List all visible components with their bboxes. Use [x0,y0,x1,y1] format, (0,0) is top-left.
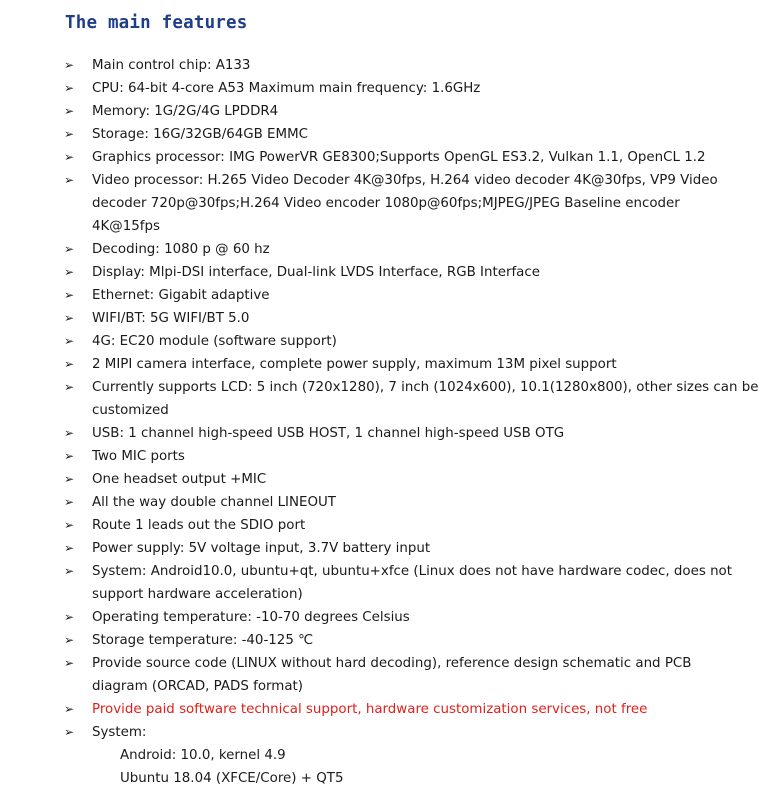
feature-item [0,721,779,744]
feature-text-line: Graphics processor: IMG PowerVR GE8300;Supports OpenGL ES3.2, Vulkan 1.1, OpenCL 1.2 [92,150,706,165]
feature-text-line: Video processor: H.265 Video Decoder 4K@30fps, H.264 video decoder 4K@30fps, VP9 Video [92,173,718,188]
feature-list [0,54,779,790]
feature-item [0,100,779,123]
feature-item [0,560,779,606]
arrow-bullet-icon: ➢ [64,380,75,394]
feature-text-line: USB: 1 channel high-speed USB HOST, 1 channel high-speed USB OTG [92,426,565,441]
feature-text-line: Currently supports LCD: 5 inch (720x1280), 7 inch (1024x600), 10.1(1280x800), other sizes can be [92,380,759,395]
feature-item [0,445,779,468]
feature-item [0,307,779,330]
feature-item [0,261,779,284]
section-heading: The main features [65,13,248,33]
feature-text-line: Provide paid software technical support, hardware customization services, not free [92,702,648,717]
feature-item [0,123,779,146]
feature-item [0,514,779,537]
feature-text-line: System: [92,725,147,740]
feature-text-line: Memory: 1G/2G/4G LPDDR4 [92,104,279,119]
feature-item [0,606,779,629]
feature-text-line: Ethernet: Gigabit adaptive [92,288,270,303]
arrow-bullet-icon: ➢ [64,357,75,371]
arrow-bullet-icon: ➢ [64,104,75,118]
system-detail-item: Ubuntu 18.04 (XFCE/Core) + QT5 [120,771,344,786]
feature-text-line: 2 MIPI camera interface, complete power supply, maximum 13M pixel support [92,357,617,372]
feature-item [0,376,779,422]
feature-text-line: Power supply: 5V voltage input, 3.7V battery input [92,541,431,556]
feature-item [0,491,779,514]
arrow-bullet-icon: ➢ [64,633,75,647]
feature-text-line: One headset output +MIC [92,472,267,487]
feature-text-line: CPU: 64-bit 4-core A53 Maximum main frequency: 1.6GHz [92,81,481,96]
feature-item [0,146,779,169]
feature-item [0,629,779,652]
feature-text-line: Storage temperature: -40-125 ℃ [92,633,314,648]
arrow-bullet-icon: ➢ [64,656,75,670]
arrow-bullet-icon: ➢ [64,265,75,279]
arrow-bullet-icon: ➢ [64,495,75,509]
arrow-bullet-icon: ➢ [64,518,75,532]
feature-text-line: support hardware acceleration) [92,587,303,602]
system-detail-item: Android: 10.0, kernel 4.9 [120,748,286,763]
feature-item [0,422,779,445]
feature-text-line: Route 1 leads out the SDIO port [92,518,306,533]
arrow-bullet-icon: ➢ [64,58,75,72]
feature-text-line: diagram (ORCAD, PADS format) [92,679,304,694]
feature-item [0,284,779,307]
feature-text-line: All the way double channel LINEOUT [92,495,336,510]
feature-item [0,238,779,261]
feature-text-line: Decoding: 1080 p @ 60 hz [92,242,270,257]
feature-text-line: customized [92,403,169,418]
feature-text-line: Provide source code (LINUX without hard decoding), reference design schematic and PCB [92,656,692,671]
arrow-bullet-icon: ➢ [64,311,75,325]
feature-text-line: Storage: 16G/32GB/64GB EMMC [92,127,308,142]
feature-item [0,468,779,491]
arrow-bullet-icon: ➢ [64,242,75,256]
arrow-bullet-icon: ➢ [64,150,75,164]
arrow-bullet-icon: ➢ [64,702,75,716]
feature-text-line: 4K@15fps [92,219,160,234]
arrow-bullet-icon: ➢ [64,288,75,302]
feature-text-line: Operating temperature: -10-70 degrees Celsius [92,610,410,625]
arrow-bullet-icon: ➢ [64,127,75,141]
arrow-bullet-icon: ➢ [64,725,75,739]
feature-item [0,169,779,238]
feature-item [0,54,779,77]
feature-item [0,698,779,721]
feature-text-line: WIFI/BT: 5G WIFI/BT 5.0 [92,311,250,326]
arrow-bullet-icon: ➢ [64,173,75,187]
arrow-bullet-icon: ➢ [64,541,75,555]
feature-text-line: Main control chip: A133 [92,58,251,73]
feature-item [0,330,779,353]
arrow-bullet-icon: ➢ [64,564,75,578]
arrow-bullet-icon: ➢ [64,472,75,486]
arrow-bullet-icon: ➢ [64,334,75,348]
arrow-bullet-icon: ➢ [64,426,75,440]
feature-item [0,537,779,560]
feature-text-line: System: Android10.0, ubuntu+qt, ubuntu+xfce (Linux does not have hardware codec, does not [92,564,733,579]
arrow-bullet-icon: ➢ [64,81,75,95]
feature-text-line: Two MIC ports [92,449,185,464]
feature-item [0,353,779,376]
feature-item [0,77,779,100]
feature-text-line: Display: Mlpi-DSI interface, Dual-link LVDS Interface, RGB Interface [92,265,540,280]
feature-item [0,652,779,698]
feature-text-line: decoder 720p@30fps;H.264 Video encoder 1080p@60fps;MJPEG/JPEG Baseline encoder [92,196,680,211]
feature-text-line: 4G: EC20 module (software support) [92,334,337,349]
arrow-bullet-icon: ➢ [64,610,75,624]
arrow-bullet-icon: ➢ [64,449,75,463]
